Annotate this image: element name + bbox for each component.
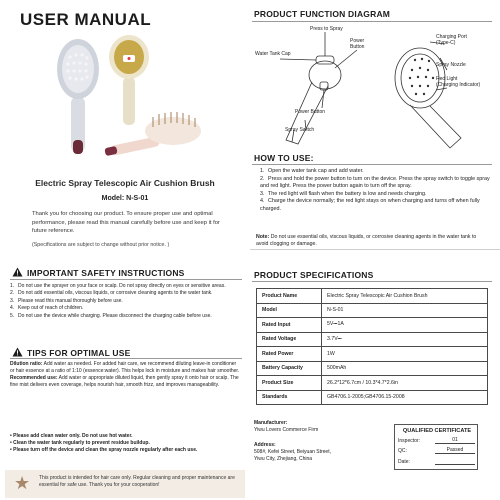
howto-step: 3. The red light will flash when the battery is low and needs charging.	[260, 190, 427, 197]
safety-heading: IMPORTANT SAFETY INSTRUCTIONS	[27, 268, 185, 278]
address-block: Address: 508#, Kefei Street, Beiyuan Street, Yiwu City, Zhejiang, China	[254, 442, 331, 462]
safety-item: 4. Keep out of reach of children.	[10, 305, 84, 312]
label-red-light-2: (Charging Indicator)	[436, 82, 481, 88]
howto-step: 1. Open the water tank cap and add water.	[260, 168, 364, 174]
label-power-button: Power Button	[295, 109, 326, 115]
cover-panel	[0, 0, 250, 250]
tips-text	[10, 361, 240, 390]
howto-heading: HOW TO USE:	[254, 153, 314, 163]
table-row: Rated Voltage 3.7V⎓	[257, 332, 488, 347]
table-row: Product Size 26.2*12*6.7cm / 10.3*4.7*2.6in	[257, 376, 488, 391]
specs-heading-rule	[252, 281, 492, 282]
label-press-to-spray: Press to Spray	[310, 26, 343, 32]
qc-title: QUALIFIED CERTIFICATE	[402, 428, 472, 434]
qc-inspector-value: 01	[435, 437, 475, 444]
label-water-tank-cap: Water Tank Cap	[255, 51, 291, 57]
diagram-heading: PRODUCT FUNCTION DIAGRAM	[254, 9, 391, 19]
qc-value: Passed	[435, 447, 475, 454]
safety-item: 5. Do not use the device while charging. Please disconnect the charging cable before use.	[10, 312, 212, 319]
safety-panel	[0, 250, 250, 500]
qc-date-value	[435, 458, 475, 465]
qualified-certificate	[394, 424, 478, 470]
spec-change-note: (Specifications are subject to change without prior notice. )	[32, 242, 170, 248]
tips-heading: TIPS FOR OPTIMAL USE	[27, 348, 131, 358]
manufacturer-block: Manufacturer: Yiwu Lovers Commerce Firm	[254, 420, 319, 433]
table-row: Product Name Electric Spray Telescopic Air Cushion Brush	[257, 289, 488, 304]
product-name: Electric Spray Telescopic Air Cushion Brush	[35, 178, 215, 188]
notice-box	[5, 470, 245, 498]
tip-bullet: • Please turn off the device and clean the spray nozzle regularly after each use.	[10, 446, 198, 453]
table-row: Model N-S-01	[257, 303, 488, 318]
label-power-button-top-2: Button	[350, 44, 365, 50]
tips-bullets	[10, 433, 245, 454]
notice-text: This product is intended for hair care only. Regular cleaning and proper maintenance are essential for safe use. Thank you for your cooperation!	[39, 475, 235, 488]
howto-step: 2. Press and hold the power button to turn on the device. Press the spray switch to toggle spray and red light. Press the power button again to turn off the spray.	[260, 175, 490, 189]
tips-heading-rule	[10, 358, 242, 359]
warning-triangle-icon	[12, 267, 23, 277]
safety-heading-rule	[10, 279, 242, 280]
label-charging-port-2: (Type-C)	[436, 40, 456, 46]
tip-dilution: Dilution ratio: Add water as needed. For added hair care, we recommend diluting leave-in conditioner or hair essence at a ratio of 1:10 (essence:water). This helps lock in moisture and makes hair smoother.	[10, 361, 240, 374]
table-row: Battery Capacity 500mAh	[257, 361, 488, 376]
safety-list	[10, 283, 240, 320]
howto-heading-rule	[252, 164, 492, 165]
howto-steps	[260, 168, 490, 213]
label-charging-port-1: Charging Port	[436, 34, 467, 40]
qc-inspector-label: Inspector:	[398, 438, 420, 444]
tip-bullet: • Please add clean water only. Do not use hot water.	[10, 433, 133, 439]
label-spray-nozzle: Spray Nozzle	[436, 62, 466, 68]
safety-item: 2. Do not add essential oils, viscous liquids, or corrosive cleaning agents to the water tank.	[10, 290, 213, 297]
safety-item: 3. Please read this manual thoroughly before use.	[10, 297, 123, 304]
intro-paragraph: Thank you for choosing our product. To ensure proper use and optimal performance, please read this manual carefully before use and keep it for future reference.	[32, 211, 220, 235]
function-diagram	[250, 20, 500, 155]
product-photo	[55, 35, 205, 165]
tip-recommended: Recommended use: Add water or appropriate diluted liquid, then gently spray it onto hair or scalp. The fine mist delivers even coverage, helps nourish hair, smooth frizz, and improves manageability.	[10, 375, 239, 389]
specs-heading: PRODUCT SPECIFICATIONS	[254, 270, 374, 280]
warning-triangle-icon	[12, 347, 23, 357]
model-number: Model: N-S-01	[101, 195, 149, 202]
label-red-light-1: Red Light	[436, 76, 458, 82]
star-icon: ★	[14, 473, 31, 493]
safety-item: 1. Do not use the sprayer on your face or scalp. Do not spray directly on eyes or sensitive areas.	[10, 283, 226, 289]
brush-gray	[57, 39, 99, 154]
qc-date-label: Date:	[398, 459, 410, 465]
qc-label: QC:	[398, 448, 407, 454]
table-row: Rated Power 1W	[257, 347, 488, 362]
manual-title: USER MANUAL	[20, 10, 152, 29]
table-row: Standards GB4706.1-2005;GB4706.15-2008	[257, 390, 488, 405]
brush-pink	[104, 112, 201, 156]
specs-table	[256, 288, 488, 405]
howto-note: Note: Do not use essential oils, viscous liquids, or corrosive cleaning agents in the water tank to avoid clogging or damage.	[256, 234, 477, 247]
brush-cream	[109, 35, 149, 125]
table-row: Rated Input 5V⎓1A	[257, 318, 488, 333]
tip-bullet: • Clean the water tank regularly to prevent residue buildup.	[10, 439, 150, 446]
howto-step: 4. Charge the device normally; the red light stays on when charging and turns off when fully charged.	[260, 198, 480, 212]
label-spray-switch: Spray Switch	[285, 127, 315, 133]
label-power-button-top-1: Power	[350, 38, 365, 44]
